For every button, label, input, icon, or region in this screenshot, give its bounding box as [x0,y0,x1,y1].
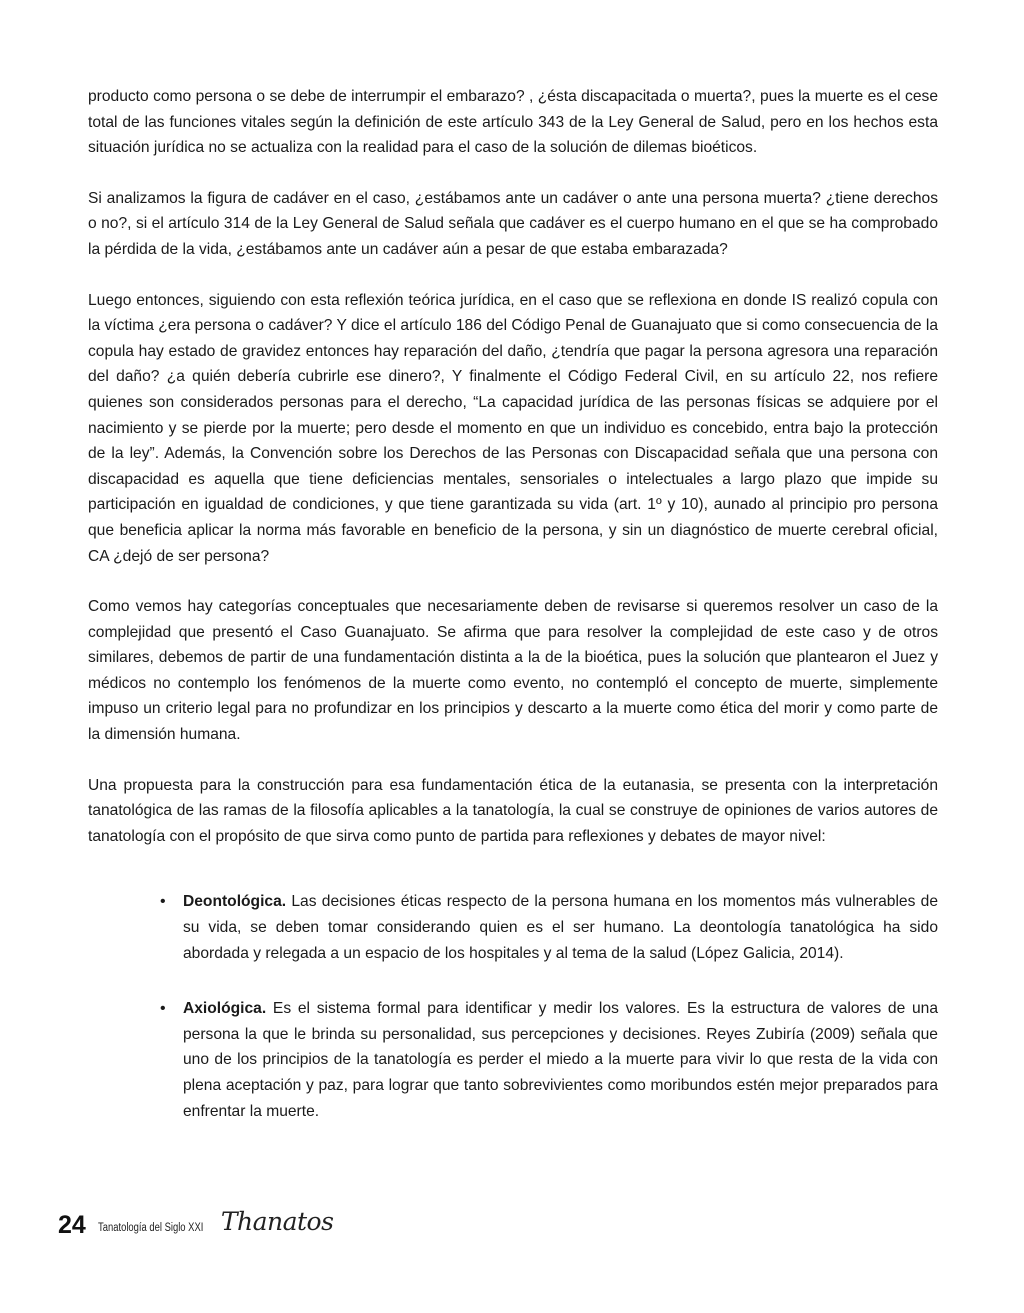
body-paragraph: Si analizamos la figura de cadáver en el caso, ¿estábamos ante un cadáver o ante una persona muerta? ¿tiene derechos o no?, si el artículo 314 de la Ley General de Salud señala que cadáver es el cuerpo humano en el que se ha comprobado la pérdida de la vida, ¿estábamos ante un cadáver aún a pesar de que estaba embarazada? [88,189,938,258]
list-item-text: Es el sistema formal para identificar y medir los valores. Es la estructura de valores de una persona la que le brinda su personalidad, sus percepciones y decisiones. Reyes Zubiría (2009) señala que uno de los principios de la tanatología es perder el miedo a la muerte para vivir lo que resta de la vida con plena aceptación y paz, para lograr que tanto sobrevivientes como moribundos estén mejor preparados para enfrentar la muerte. [183,1000,938,1120]
list-item-text: Las decisiones éticas respecto de la persona humana en los momentos más vulnerables de su vida, se deben tomar considerando quien es el ser humano. La deontología tanatológica ha sido abordada y relegada a un espacio de los hospitales y al tema de la salud (López Galicia, 2014). [183,893,938,962]
journal-logo: Thanatos [220,1206,334,1236]
journal-name: Tanatología del Siglo XXI [97,1222,204,1234]
list-item-axiologica [88,996,938,1124]
body-paragraph: Como vemos hay categorías conceptuales que necesariamente deben de revisarse si queremos resolver un caso de la complejidad que presentó el Caso Guanajuato. Se afirma que para resolver la complejidad de este caso y de otros similares, debemos de partir de una fundamentación distinta a la de la bioética, pues la solución que plantearon el Juez y médicos no contemplo los fenómenos de la muerte como evento, no contempló el concepto de muerte, simplemente impuso un criterio legal para no profundizar en los principios y descarto a la muerte como ética del morir y como parte de la dimensión humana. [88,598,938,744]
bullet-icon: • [160,893,166,911]
page-number: 24 [58,1210,86,1239]
philosophy-branches-list [88,889,938,1124]
body-paragraph: Una propuesta para la construcción para esa fundamentación ética de la eutanasia, se presenta con la interpretación tanatológica de las ramas de la filosofía aplicables a la tanatología, la cual se construye de opiniones de varios autores de tanatología con el propósito de que sirva como punto de partida para reflexiones y debates de mayor nivel: [88,776,938,845]
list-item-title: Deontológica. [183,893,287,911]
page-body [88,84,938,1154]
body-paragraph: Luego entonces, siguiendo con esta reflexión teórica jurídica, en el caso que se reflexiona en donde IS realizó copula con la víctima ¿era persona o cadáver? Y dice el artículo 186 del Código Penal de Guanajuato que si como consecuencia de la copula hay estado de gravidez entonces hay reparación del daño, ¿tendría que pagar la persona agresora una reparación del daño? ¿a quién debería cubrirle ese dinero?, Y finalmente el Código Federal Civil, en su artículo 22, nos refiere quienes son considerados personas para el derecho, “La capacidad jurídica de las personas físicas se adquiere por el nacimiento y se pierde por la muerte; pero desde el momento en que un individuo es concebido, entra bajo la protección de la ley”. Además, la Convención sobre los Derechos de las Personas con Discapacidad señala que una persona con discapacidad es aquella que tiene deficiencias mentales, sensoriales o intelectuales a largo plazo que impide su participación en igualdad de condiciones, y que tiene garantizada su vida (art. 1º y 10), aunado al principio pro persona que beneficia aplicar la norma más favorable en beneficio de la persona, y sin un diagnóstico de muerte cerebral oficial, CA ¿dejó de ser persona? [88,291,938,565]
bullet-icon: • [160,1000,166,1018]
list-item-deontologica [88,889,938,966]
list-item-title: Axiológica. [183,1000,267,1018]
page-footer [58,1200,333,1240]
body-paragraph: producto como persona o se debe de interrumpir el embarazo? , ¿ésta discapacitada o muerta?, pues la muerte es el cese total de las funciones vitales según la definición de este artículo 343 de la Ley General de Salud, pero en los hechos esta situación jurídica no se actualiza con la realidad para el caso de la solución de dilemas bioéticos. [88,88,938,157]
